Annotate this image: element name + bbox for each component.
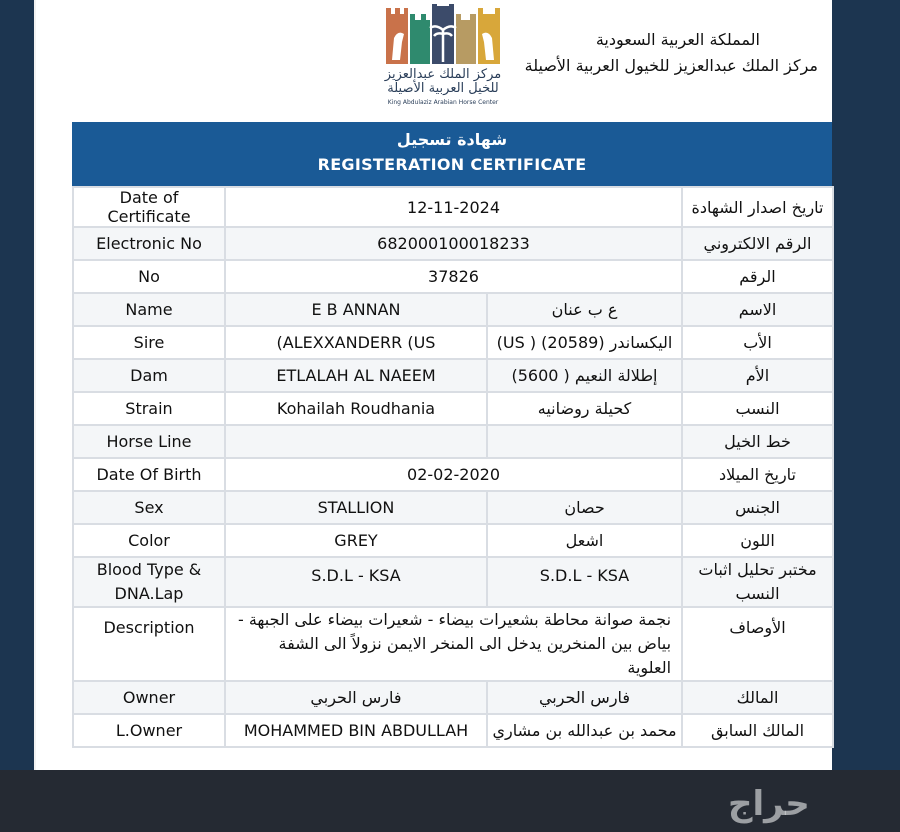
value-sex-ar: حصان xyxy=(487,491,682,524)
value-blood-ar: S.D.L - KSA xyxy=(487,557,682,607)
certificate-table xyxy=(72,186,834,748)
value-horse-line-ar xyxy=(487,425,682,458)
watermark-logo: حراج xyxy=(728,784,810,824)
value-horse-line-en xyxy=(225,425,487,458)
value-color-ar: اشعل xyxy=(487,524,682,557)
header-kingdom: المملكة العربية السعودية xyxy=(595,30,760,49)
label-ar: الرقم الالكتروني xyxy=(682,227,833,260)
label-en: L.Owner xyxy=(73,714,225,747)
left-frame xyxy=(0,0,34,832)
table-row xyxy=(73,293,833,326)
value-strain-en: Kohailah Roudhania xyxy=(225,392,487,425)
table-row xyxy=(73,607,833,681)
table-row xyxy=(73,227,833,260)
value-sire-ar: اليكساندر (20589) ( US) xyxy=(487,326,682,359)
label-ar: النسب xyxy=(682,392,833,425)
label-en: Sex xyxy=(73,491,225,524)
value-name-en: E B ANNAN xyxy=(225,293,487,326)
logo-english-name: King Abdulaziz Arabian Horse Center xyxy=(387,99,499,106)
center-logo xyxy=(380,4,506,110)
label-en: Blood Type & DNA.Lap xyxy=(73,557,225,607)
table-row xyxy=(73,458,833,491)
label-en: Sire xyxy=(73,326,225,359)
table-row xyxy=(73,425,833,458)
value-owner-en: فارس الحربي xyxy=(225,681,487,714)
label-ar: اللون xyxy=(682,524,833,557)
banner-english-title: REGISTERATION CERTIFICATE xyxy=(317,155,587,174)
banner-arabic-title: شهادة تسجيل xyxy=(396,130,508,149)
label-ar: الأب xyxy=(682,326,833,359)
value-l-owner-en: MOHAMMED BIN ABDULLAH xyxy=(225,714,487,747)
label-ar: الأم xyxy=(682,359,833,392)
label-en: Name xyxy=(73,293,225,326)
value-date-of-birth: 02-02-2020 xyxy=(225,458,682,491)
label-en: Horse Line xyxy=(73,425,225,458)
value-name-ar: ع ب عنان xyxy=(487,293,682,326)
value-owner-ar: فارس الحربي xyxy=(487,681,682,714)
value-sire-en: (ALEXXANDERR (US xyxy=(225,326,487,359)
castle-logo-icon xyxy=(380,4,506,66)
value-dam-en: ETLALAH AL NAEEM xyxy=(225,359,487,392)
label-en: Electronic No xyxy=(73,227,225,260)
table-row xyxy=(73,714,833,747)
label-en: Date Of Birth xyxy=(73,458,225,491)
value-date-of-certificate: 12-11-2024 xyxy=(225,187,682,227)
label-ar: تاريخ اصدار الشهادة xyxy=(682,187,833,227)
value-no: 37826 xyxy=(225,260,682,293)
value-l-owner-ar: محمد بن عبدالله بن مشاري xyxy=(487,714,682,747)
table-row xyxy=(73,524,833,557)
label-ar: المالك السابق xyxy=(682,714,833,747)
value-strain-ar: كحيلة روضانيه xyxy=(487,392,682,425)
value-electronic-no: 682000100018233 xyxy=(225,227,682,260)
label-en: Dam xyxy=(73,359,225,392)
label-ar: تاريخ الميلاد xyxy=(682,458,833,491)
value-description: نجمة صوانة محاطة بشعيرات بيضاء - شعيرات بيضاء على الجبهة - بياض بين المنخرين يدخل الى المنخر الايمن نزولاً الى الشفة العلوية xyxy=(225,607,682,681)
table-row xyxy=(73,557,833,607)
table-row xyxy=(73,187,833,227)
label-en: Description xyxy=(73,607,225,681)
value-color-en: GREY xyxy=(225,524,487,557)
certificate-banner xyxy=(72,122,832,186)
value-sex-en: STALLION xyxy=(225,491,487,524)
label-en: Strain xyxy=(73,392,225,425)
table-row xyxy=(73,491,833,524)
table-row xyxy=(73,359,833,392)
label-ar: مختبر تحليل اثبات النسب xyxy=(682,557,833,607)
table-row xyxy=(73,392,833,425)
table-row xyxy=(73,260,833,293)
table-row xyxy=(73,326,833,359)
header-center-name: مركز الملك عبدالعزيز للخيول العربية الأصيلة xyxy=(524,56,818,75)
label-ar: الرقم xyxy=(682,260,833,293)
label-en: No xyxy=(73,260,225,293)
label-ar: الاسم xyxy=(682,293,833,326)
label-ar: خط الخيل xyxy=(682,425,833,458)
value-blood-en: S.D.L - KSA xyxy=(225,557,487,607)
label-en: Owner xyxy=(73,681,225,714)
label-ar: الجنس xyxy=(682,491,833,524)
logo-arabic-line1: مركز الملك عبدالعزيز xyxy=(384,67,502,82)
table-row xyxy=(73,681,833,714)
right-frame xyxy=(832,0,900,832)
value-dam-ar: إطلالة النعيم ( 5600) xyxy=(487,359,682,392)
logo-arabic-line2: للخيل العربية الأصيلة xyxy=(387,81,499,96)
label-en: Color xyxy=(73,524,225,557)
label-ar: المالك xyxy=(682,681,833,714)
label-en: Date of Certificate xyxy=(73,187,225,227)
certificate-page xyxy=(36,0,832,770)
label-ar: الأوصاف xyxy=(682,607,833,681)
